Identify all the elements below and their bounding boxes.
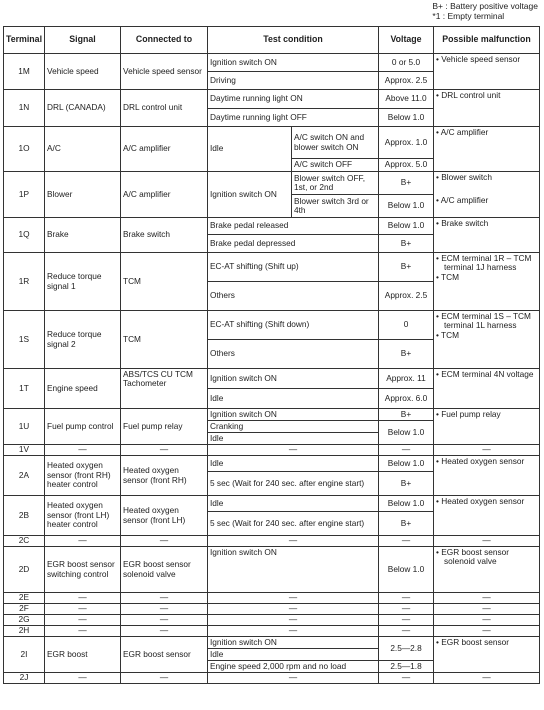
empty-cell: — (208, 673, 379, 684)
table-row (4, 218, 540, 235)
malfunction-cell (434, 253, 540, 311)
condition-cell: Ignition switch ON (208, 369, 379, 389)
legend-battery-voltage: B+ : Battery positive voltage (432, 1, 538, 11)
signal-cell: DRL (CANADA) (45, 90, 121, 127)
condition-main-cell: Ignition switch ON (208, 172, 292, 218)
empty-cell: — (379, 604, 434, 615)
empty-cell: — (45, 604, 121, 615)
signal-cell: Vehicle speed (45, 54, 121, 90)
condition-cell: EC-AT shifting (Shift up) (208, 253, 379, 282)
table-row (4, 673, 540, 684)
condition-cell: Daytime running light ON (208, 90, 379, 109)
connected-cell: DRL control unit (121, 90, 208, 127)
terminal-cell: 2E (4, 593, 45, 604)
table-row (4, 615, 540, 626)
voltage-cell: 0 or 5.0 (379, 54, 434, 72)
signal-cell: Heated oxygen sensor (front RH) heater control (45, 456, 121, 496)
signal-cell: Heated oxygen sensor (front LH) heater control (45, 496, 121, 536)
empty-cell: — (208, 615, 379, 626)
empty-cell: — (379, 536, 434, 547)
connected-cell: TCM (121, 311, 208, 369)
condition-cell: 5 sec (Wait for 240 sec. after engine start) (208, 472, 379, 496)
table-row (4, 593, 540, 604)
signal-cell: EGR boost (45, 637, 121, 673)
connected-cell: Brake switch (121, 218, 208, 253)
condition-cell: Cranking (208, 421, 379, 433)
malfunction-item: • TCM (436, 271, 460, 282)
connected-cell: EGR boost sensor (121, 637, 208, 673)
terminal-cell: 1V (4, 445, 45, 456)
terminal-cell: 2A (4, 456, 45, 496)
voltage-cell: B+ (379, 472, 434, 496)
malfunction-item: • Blower switch (436, 172, 492, 182)
condition-cell: Others (208, 340, 379, 369)
condition-main-cell: Idle (208, 127, 292, 172)
table-row (4, 369, 540, 389)
empty-cell: — (434, 604, 540, 615)
empty-cell: — (434, 445, 540, 456)
voltage-cell: Below 1.0 (379, 195, 434, 218)
terminal-cell: 1N (4, 90, 45, 127)
terminal-cell: 1O (4, 127, 45, 172)
terminal-cell: 1Q (4, 218, 45, 253)
malfunction-cell: • EGR boost sensor (434, 637, 540, 673)
condition-cell: Ignition switch ON (208, 547, 379, 593)
voltage-cell: B+ (379, 172, 434, 195)
empty-cell: — (45, 626, 121, 637)
terminal-cell: 2G (4, 615, 45, 626)
condition-cell: Idle (208, 433, 379, 445)
malfunction-cell: • DRL control unit (434, 90, 540, 127)
table-row (4, 445, 540, 456)
empty-cell: — (379, 673, 434, 684)
condition-cell: Driving (208, 72, 379, 90)
header-row (4, 27, 540, 54)
header-possible-malfunction: Possible malfunction (434, 27, 540, 54)
terminal-cell: 1R (4, 253, 45, 311)
voltage-cell: B+ (379, 340, 434, 369)
voltage-cell: B+ (379, 409, 434, 421)
empty-cell: — (121, 626, 208, 637)
empty-cell: — (45, 615, 121, 626)
condition-cell: Brake pedal released (208, 218, 379, 235)
terminal-cell: 2H (4, 626, 45, 637)
voltage-cell: 0 (379, 311, 434, 340)
terminal-cell: 2F (4, 604, 45, 615)
terminal-cell: 2I (4, 637, 45, 673)
voltage-cell: Below 1.0 (379, 218, 434, 235)
malfunction-cell (434, 172, 540, 218)
terminal-cell: 1U (4, 409, 45, 445)
voltage-cell: Below 1.0 (379, 547, 434, 593)
voltage-cell: Approx. 1.0 (379, 127, 434, 159)
condition-cell: Idle (208, 389, 379, 409)
table-row (4, 637, 540, 649)
empty-cell: — (121, 536, 208, 547)
empty-cell: — (434, 626, 540, 637)
condition-cell: Blower switch 3rd or 4th (292, 195, 379, 218)
voltage-cell: Approx. 6.0 (379, 389, 434, 409)
table-row (4, 604, 540, 615)
condition-cell: A/C switch OFF (292, 159, 379, 172)
empty-cell: — (434, 615, 540, 626)
malfunction-cell: • A/C amplifier (434, 127, 540, 172)
condition-cell: Others (208, 282, 379, 311)
malfunction-cell (434, 311, 540, 369)
empty-cell: — (434, 536, 540, 547)
header-terminal: Terminal (4, 27, 45, 54)
terminal-cell: 2D (4, 547, 45, 593)
header-signal: Signal (45, 27, 121, 54)
voltage-cell: B+ (379, 512, 434, 536)
empty-cell: — (208, 445, 379, 456)
condition-cell: Ignition switch ON (208, 54, 379, 72)
table-row (4, 311, 540, 340)
header-connected-to: Connected to (121, 27, 208, 54)
terminal-cell: 2J (4, 673, 45, 684)
connected-cell: Vehicle speed sensor (121, 54, 208, 90)
signal-cell: Brake (45, 218, 121, 253)
connected-cell: Heated oxygen sensor (front LH) (121, 496, 208, 536)
header-voltage: Voltage (379, 27, 434, 54)
voltage-cell: Approx. 5.0 (379, 159, 434, 172)
connected-cell: EGR boost sensor solenoid valve (121, 547, 208, 593)
table-row (4, 127, 540, 159)
voltage-cell: 2.5—2.8 (379, 637, 434, 661)
voltage-cell: Approx. 2.5 (379, 72, 434, 90)
malfunction-cell: • Heated oxygen sensor (434, 496, 540, 536)
connected-cell: ABS/TCS CU TCM Tachometer (121, 369, 208, 409)
malfunction-item: • A/C amplifier (436, 195, 489, 206)
malfunction-item: • TCM (436, 329, 460, 340)
terminal-cell: 1T (4, 369, 45, 409)
voltage-cell: Below 1.0 (379, 109, 434, 127)
terminal-cell: 1P (4, 172, 45, 218)
malfunction-cell: • Heated oxygen sensor (434, 456, 540, 496)
connected-cell: Fuel pump relay (121, 409, 208, 445)
connected-cell: Heated oxygen sensor (front RH) (121, 456, 208, 496)
voltage-cell: 2.5—1.8 (379, 661, 434, 673)
empty-cell: — (379, 445, 434, 456)
connected-cell: A/C amplifier (121, 127, 208, 172)
terminal-cell: 2B (4, 496, 45, 536)
voltage-cell: Below 1.0 (379, 456, 434, 472)
malfunction-cell: • Fuel pump relay (434, 409, 540, 445)
condition-cell: 5 sec (Wait for 240 sec. after engine start) (208, 512, 379, 536)
ecm-terminal-table (3, 26, 540, 684)
empty-cell: — (45, 445, 121, 456)
condition-cell: Idle (208, 456, 379, 472)
empty-cell: — (434, 673, 540, 684)
legend (432, 1, 538, 21)
empty-cell: — (121, 673, 208, 684)
empty-cell: — (434, 593, 540, 604)
legend-empty-terminal: *1 : Empty terminal (432, 11, 505, 21)
signal-cell: Reduce torque signal 1 (45, 253, 121, 311)
condition-cell: A/C switch ON and blower switch ON (292, 127, 379, 159)
empty-cell: — (208, 593, 379, 604)
malfunction-item: • ECM terminal 1R – TCM terminal 1J harness (436, 253, 532, 273)
empty-cell: — (208, 604, 379, 615)
empty-cell: — (45, 593, 121, 604)
table-row (4, 409, 540, 421)
voltage-cell: Approx. 11 (379, 369, 434, 389)
table-row (4, 54, 540, 72)
header-test-condition: Test condition (208, 27, 379, 54)
empty-cell: — (379, 615, 434, 626)
empty-cell: — (121, 615, 208, 626)
condition-cell: Ignition switch ON (208, 409, 379, 421)
malfunction-cell: • Vehicle speed sensor (434, 54, 540, 90)
condition-cell: EC-AT shifting (Shift down) (208, 311, 379, 340)
empty-cell: — (208, 626, 379, 637)
signal-cell: Blower (45, 172, 121, 218)
empty-cell: — (379, 626, 434, 637)
terminal-cell: 2C (4, 536, 45, 547)
signal-cell: Engine speed (45, 369, 121, 409)
table-row (4, 496, 540, 512)
table-row (4, 626, 540, 637)
empty-cell: — (45, 536, 121, 547)
voltage-cell: Approx. 2.5 (379, 282, 434, 311)
signal-cell: Reduce torque signal 2 (45, 311, 121, 369)
terminal-cell: 1S (4, 311, 45, 369)
empty-cell: — (121, 445, 208, 456)
connected-cell: A/C amplifier (121, 172, 208, 218)
signal-cell: Fuel pump control (45, 409, 121, 445)
condition-cell: Idle (208, 649, 379, 661)
empty-cell: — (121, 604, 208, 615)
signal-cell: A/C (45, 127, 121, 172)
malfunction-cell: • Brake switch (434, 218, 540, 253)
empty-cell: — (121, 593, 208, 604)
table-row (4, 253, 540, 282)
condition-cell: Engine speed 2,000 rpm and no load (208, 661, 379, 673)
malfunction-item: • ECM terminal 1S – TCM terminal 1L harness (436, 311, 531, 331)
empty-cell: — (208, 536, 379, 547)
malfunction-cell: • EGR boost sensor solenoid valve (434, 547, 540, 593)
condition-cell: Ignition switch ON (208, 637, 379, 649)
empty-cell: — (45, 673, 121, 684)
table-row (4, 536, 540, 547)
condition-cell: Brake pedal depressed (208, 235, 379, 253)
signal-cell: EGR boost sensor switching control (45, 547, 121, 593)
voltage-cell: B+ (379, 235, 434, 253)
condition-cell: Blower switch OFF, 1st, or 2nd (292, 172, 379, 195)
table-row (4, 547, 540, 593)
voltage-cell: Below 1.0 (379, 421, 434, 445)
connected-cell: TCM (121, 253, 208, 311)
condition-cell: Daytime running light OFF (208, 109, 379, 127)
table-row (4, 456, 540, 472)
condition-cell: Idle (208, 496, 379, 512)
table-row (4, 172, 540, 195)
voltage-cell: Above 11.0 (379, 90, 434, 109)
table-row (4, 90, 540, 109)
empty-cell: — (379, 593, 434, 604)
terminal-cell: 1M (4, 54, 45, 90)
malfunction-cell: • ECM terminal 4N voltage (434, 369, 540, 409)
voltage-cell: Below 1.0 (379, 496, 434, 512)
voltage-cell: B+ (379, 253, 434, 282)
